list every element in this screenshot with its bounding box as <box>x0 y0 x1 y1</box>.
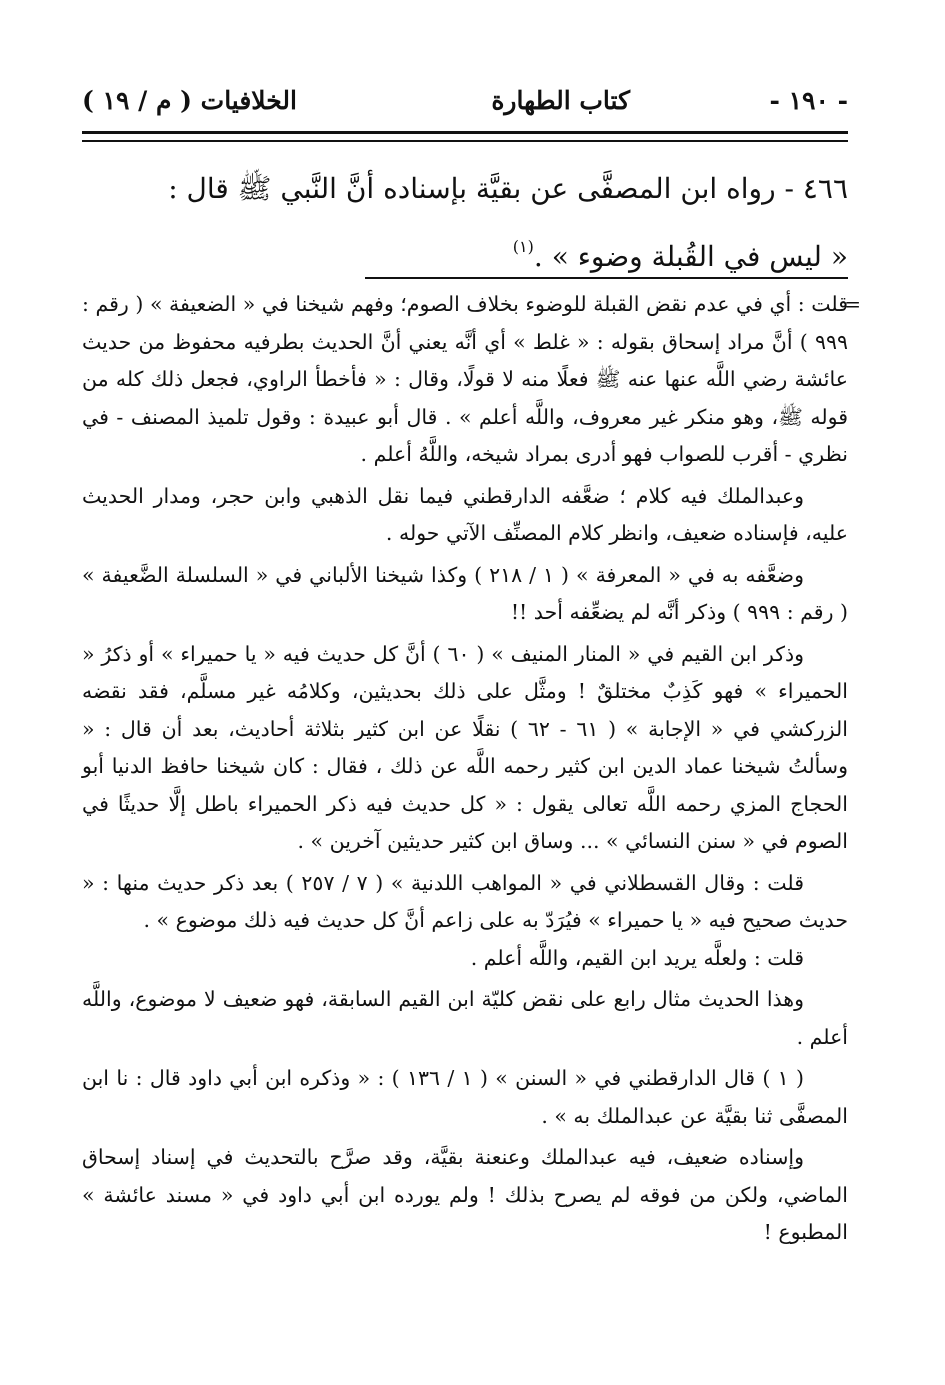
paragraph: قلت : أي في عدم نقض القبلة للوضوء بخلاف الصوم؛ وفهم شيخنا في « الضعيفة » ( رقم : ٩٩٩ ) أنَّ مراد إسحاق بقوله : « غلط » أي أنَّه يعني أنَّ الحديث بطرفيه محفوظ من حديث عائشة رضي اللَّه عنها عنه ﷺ فعلًا منه لا قولًا، وقال : « فأخطأ الراوي، فجعل ذلك كله من قوله ﷺ، وهو منكر غير معروف، واللَّه أعلم » . قال أبو عبيدة : وقول تلميذ المصنف - في نظري - أقرب للصواب فهو أدرى بمراد شيخه، واللَّهُ أعلم . <box>82 292 848 466</box>
hadith-text <box>155 160 848 286</box>
paragraph: وضعَّفه به في « المعرفة » ( ١ / ٢١٨ ) وكذا شيخنا الألباني في « السلسلة الضَّعيفة » ( رقم : ٩٩٩ ) وذكر أنَّه لم يضعِّفه أحد !! <box>82 562 848 624</box>
continuation-mark: = <box>844 292 861 316</box>
footnote-ref: (١) <box>512 237 534 256</box>
commentary-body <box>82 286 848 1252</box>
footnote-separator <box>365 277 848 279</box>
paragraph: قلت : ولعلَّه يريد ابن القيم، واللَّه أعلم . <box>470 945 804 970</box>
paragraph: وذكر ابن القيم في « المنار المنيف » ( ٦٠ ) أنَّ كل حديث فيه « يا حميراء » أو ذكرُ « الحميراء » فهو كَذِبٌ مختلقٌ ! ومثَّل على ذلك بحديثين، وكلامُه غير مسلَّم، فقد نقضه الزركشي في « الإجابة » ( ٦١ - ٦٢ ) نقلًا عن ابن كثير بثلاثة أحاديث، بعد أن قال : « وسألتُ شيخنا عماد الدين ابن كثير رحمه اللَّه عن ذلك ، فقال : كان شيخنا حافظ الدنيا أبو الحجاج المزي رحمه اللَّه تعالى يقول : « كل حديث فيه ذكر الحميراء باطل إلَّا حديثًا في الصوم في « سنن النسائي » ... وساق ابن كثير حديثين آخرين » . <box>82 641 848 853</box>
hadith-matn: « ليس في القُبلة وضوء » . <box>533 240 848 273</box>
hadith-line-1: ٤٦٦ - رواه ابن المصفَّى عن بقيَّة بإسناده أنَّ النَّبي ﷺ قال : <box>168 172 848 205</box>
footnote-paragraph: ( ١ ) قال الدارقطني في « السنن » ( ١ / ١٣٦ ) : « وذكره ابن أبي داود قال : نا ابن المصفَّى ثنا بقيَّة عن عبدالملك به » . <box>82 1066 848 1128</box>
header-rule-thin <box>82 140 848 142</box>
hadith-line-2 <box>155 218 848 286</box>
page-number: - ١٩٠ - <box>769 86 848 115</box>
header-rule-thick <box>82 131 848 134</box>
paragraph: وعبدالملك فيه كلام ؛ ضعَّفه الدارقطني فيما نقل الذهبي وابن حجر، ومدار الحديث عليه، فإسناده ضعيف، وانظر كلام المصنِّف الآتي حوله . <box>82 483 848 545</box>
section-title: الخلافيات ( م / ١٩ ) <box>82 86 297 115</box>
paragraph: وهذا الحديث مثال رابع على نقض كليّة ابن القيم السابقة، فهو ضعيف لا موضوع، واللَّه أعلم . <box>82 987 848 1049</box>
page-header <box>82 82 848 130</box>
footnote-paragraph: وإسناده ضعيف، فيه عبدالملك وعنعنة بقيَّة، وقد صرَّح بالتحديث في إسناد إسحاق الماضي، ولكن من فوقه لم يصرح بذلك ! ولم يورده ابن أبي داود في « مسند عائشة » المطبوع ! <box>82 1145 848 1244</box>
paragraph: قلت : وقال القسطلاني في « المواهب اللدنية » ( ٧ / ٢٥٧ ) بعد ذكر حديث منها : « حديث صحيح فيه « يا حميراء » فيُرَدّ به على زاعم أنَّ كل حديث فيه ذلك موضوع » . <box>82 870 848 932</box>
book-title: كتاب الطهارة <box>491 86 630 115</box>
